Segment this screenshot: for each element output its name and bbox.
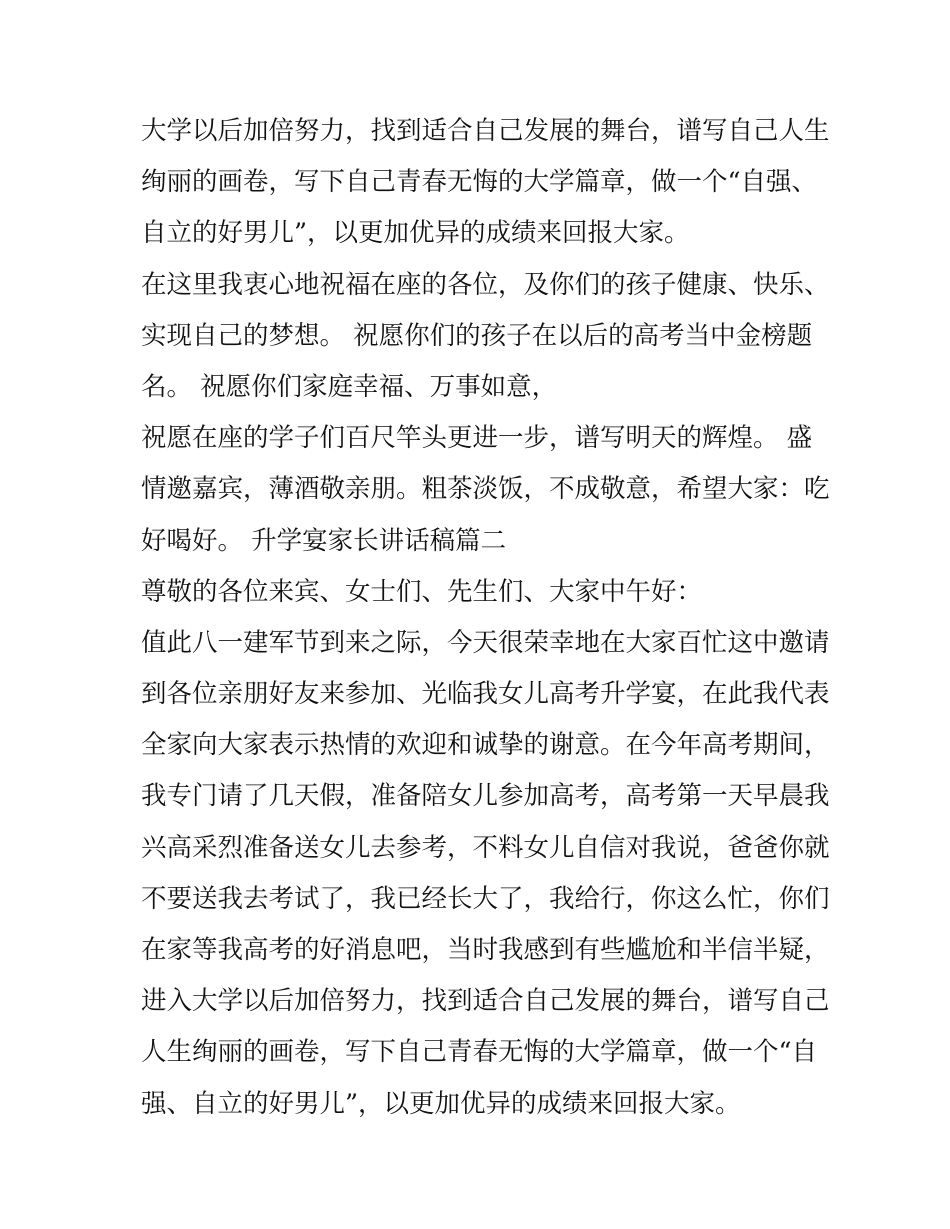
text-line: 名。 祝愿你们家庭幸福、万事如意， — [141, 371, 558, 402]
text-line: 在这里我衷心地祝福在座的各位，及你们的孩子健康、快乐、 — [141, 269, 830, 300]
text-line: 实现自己的梦想。 祝愿你们的孩子在以后的高考当中金榜题 — [141, 320, 813, 351]
text-line: 到各位亲朋好友来参加、光临我女儿高考升学宴，在此我代表 — [141, 679, 830, 710]
text-line: 值此八一建军节到来之际，今天很荣幸地在大家百忙这中邀请 — [141, 627, 830, 658]
document-body — [141, 106, 830, 1130]
text-line: 大学以后加倍努力，找到适合自己发展的舞台，谱写自己人生 — [141, 116, 830, 146]
greeting-line: 尊敬的各位来宾、女士们、先生们、大家中午好： — [141, 576, 703, 607]
text-line: 兴高采烈准备送女儿去参考，不料女儿自信对我说，爸爸你就 — [141, 832, 830, 863]
text-line: 进入大学以后加倍努力，找到适合自己发展的舞台，谱写自己 — [141, 986, 830, 1017]
text-line: 在家等我高考的好消息吧，当时我感到有些尴尬和半信半疑， — [141, 935, 830, 965]
text-line: 自立的好男儿”，以更加优异的成绩来回报大家。 — [141, 218, 690, 249]
text-line: 人生绚丽的画卷，写下自己青春无悔的大学篇章，做一个“自 — [141, 1037, 818, 1068]
text-line: 不要送我去考试了，我已经长大了，我给行，你这么忙，你们 — [141, 883, 830, 914]
text-line: 情邀嘉宾，薄酒敬亲朋。粗茶淡饭，不成敬意，希望大家：吃 — [141, 474, 830, 505]
text-line: 绚丽的画卷，写下自己青春无悔的大学篇章，做一个“自强、 — [141, 167, 818, 198]
text-line: 我专门请了几天假，准备陪女儿参加高考，高考第一天早晨我 — [141, 781, 830, 812]
text-line: 祝愿在座的学子们百尺竿头更进一步，谱写明天的辉煌。 盛 — [141, 423, 813, 454]
section-heading-line: 好喝好。 升学宴家长讲话稿篇二 — [141, 525, 507, 556]
text-line: 全家向大家表示热情的欢迎和诚挚的谢意。在今年高考期间， — [141, 730, 830, 761]
text-line: 强、自立的好男儿”，以更加优异的成绩来回报大家。 — [141, 1088, 741, 1119]
